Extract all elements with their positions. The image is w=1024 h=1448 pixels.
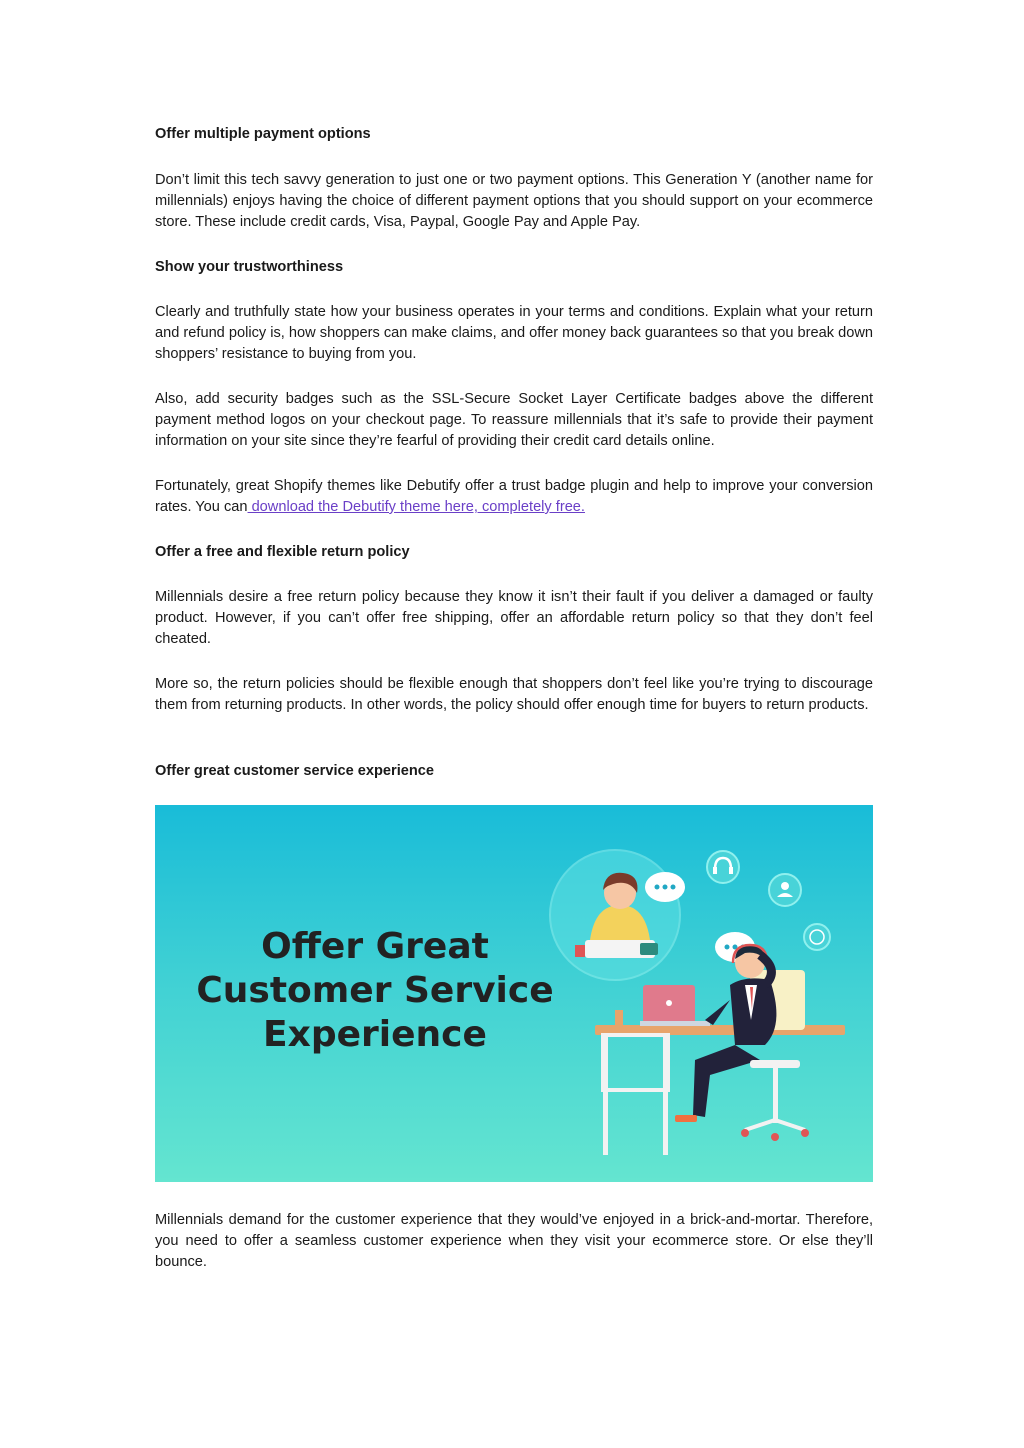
- heading-trustworthiness: Show your trustworthiness: [155, 259, 344, 275]
- paragraph-debutify: [155, 476, 873, 518]
- heading-payment-options: Offer multiple payment options: [155, 126, 371, 142]
- heading-customer-service: Offer great customer service experience: [155, 763, 435, 779]
- customer-service-illustration: [545, 845, 865, 1175]
- customer-service-banner: [155, 805, 873, 1182]
- office-chair: [741, 1060, 809, 1141]
- debutify-text: Fortunately, great Shopify themes like Debutify offer a trust badge plugin and help to improve your conversion rates. You can: [155, 478, 873, 515]
- paragraph-return-policy: Millennials desire a free return policy because they know it isn’t their fault if you deliver a damaged or faulty product. However, if you can’t offer free shipping, offer an affordable return policy so that they don’t feel cheated.: [155, 589, 873, 647]
- banner-title: Offer Great Customer Service Experience: [196, 926, 554, 1055]
- paragraph-payment-options: Don’t limit this tech savvy generation to just one or two payment options. This Generation Y (another name for millennials) enjoys having the choice of different payment options that you should support on your ecommerce store. These include credit cards, Visa, Paypal, Google Pay and Apple Pay.: [155, 172, 873, 230]
- paragraph-flexible-policy: More so, the return policies should be flexible enough that shoppers don’t feel like you’re trying to discourage them from returning products. In other words, the policy should offer enough time for buyers to return products.: [155, 676, 873, 713]
- paragraph-customer-experience: Millennials demand for the customer experience that they would’ve enjoyed in a brick-and-mortar. Therefore, you need to offer a seamless customer experience when they visit your ecommerce store. Or else they’ll bounce.: [155, 1212, 873, 1270]
- user-icon: [769, 874, 801, 906]
- pencil-cup: [615, 1010, 623, 1025]
- laptop-icon: [640, 985, 710, 1026]
- paragraph-terms: Clearly and truthfully state how your business operates in your terms and conditions. Explain what your return and refund policy is, how shoppers can make claims, and offer money back guarantees so that you break down shoppers’ resistance to buying from you.: [155, 304, 873, 362]
- 24h-icon: [804, 924, 830, 950]
- paragraph-security-badges: Also, add security badges such as the SSL-Secure Socket Layer Certificate badges above the different payment method logos on your checkout page. To reassure millennials that it’s safe to provide their payment information on your site since they’re fearful of providing their credit card details online.: [155, 391, 873, 449]
- headset-icon: [707, 851, 739, 883]
- debutify-download-link[interactable]: download the Debutify theme here, completely free.: [247, 499, 585, 515]
- heading-return-policy: Offer a free and flexible return policy: [155, 544, 410, 560]
- chat-bubble-icon: [645, 872, 685, 902]
